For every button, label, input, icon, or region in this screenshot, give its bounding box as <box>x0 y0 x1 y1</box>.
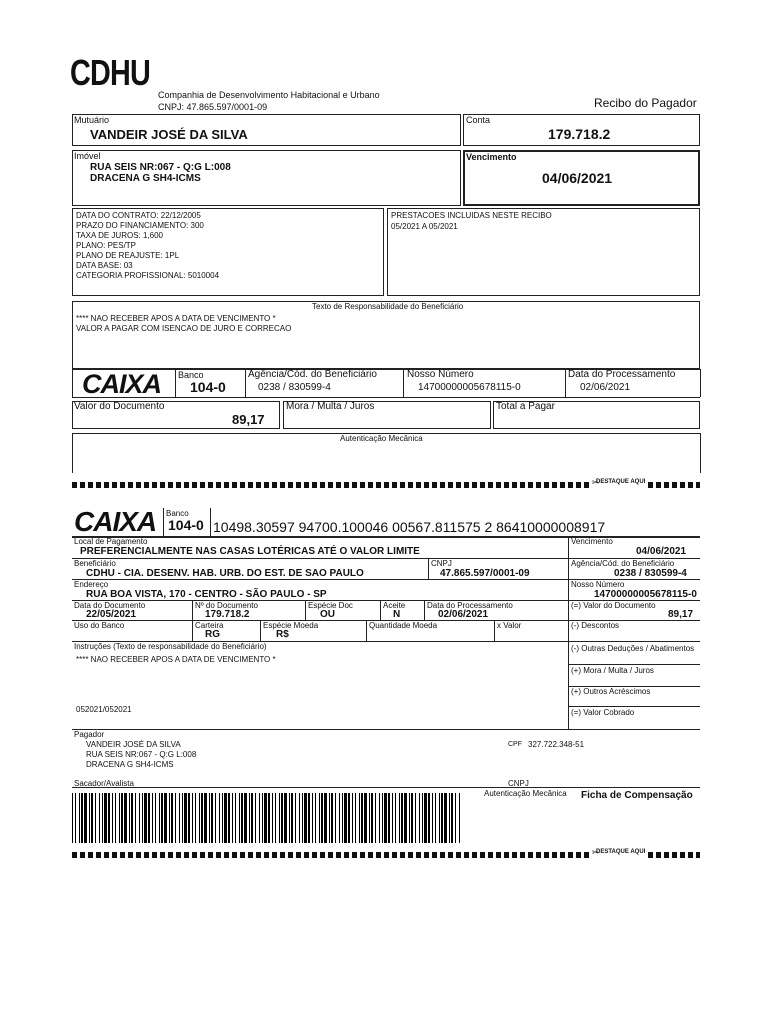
outros-acrescimos-label: (+) Outros Acréscimos <box>571 687 651 696</box>
cut-line <box>72 852 592 858</box>
barcode-bar <box>291 793 293 843</box>
barcode-bar <box>264 793 267 843</box>
bank-row-bottom-line <box>72 397 700 398</box>
caixa-logo-slip: CAIXA <box>74 506 157 537</box>
slip-processamento-label: Data do Processamento <box>427 601 513 610</box>
caixa-logo: CAIXA <box>82 369 162 399</box>
valor-doc-label: Valor do Documento <box>74 401 165 412</box>
barcode-bar <box>75 793 76 843</box>
imovel-label: Imóvel <box>74 151 101 161</box>
slip-right-col <box>568 536 569 729</box>
beneficiario-label: Beneficiário <box>74 559 116 568</box>
barcode-bar <box>104 793 107 843</box>
ficha-label: Ficha de Compensação <box>581 790 693 801</box>
barcode-bar <box>312 793 313 843</box>
barcode-bar <box>102 793 103 843</box>
barcode-bar <box>179 793 180 843</box>
barcode-bar <box>459 793 460 843</box>
cpf-value: 327.722.348-51 <box>528 740 585 749</box>
barcode <box>72 793 464 843</box>
scissors-icon: ✂ <box>592 848 599 857</box>
mutuario-label: Mutuário <box>74 115 110 125</box>
bank-divider <box>175 369 176 397</box>
quantidade-label: Quantidade Moeda <box>369 621 438 630</box>
barcode-bar <box>295 793 296 843</box>
valor-cobrado-label: (=) Valor Cobrado <box>571 708 635 717</box>
responsabilidade-line1: **** NAO RECEBER APOS A DATA DE VENCIMENTO * <box>76 314 276 323</box>
barcode-bar <box>209 793 210 843</box>
barcode-bar <box>441 793 443 843</box>
mutuario-value: VANDEIR JOSÉ DA SILVA <box>90 127 248 142</box>
slip-agencia-value: 0238 / 830599-4 <box>614 568 687 579</box>
slip-line <box>568 706 700 707</box>
barcode-bar <box>249 793 250 843</box>
barcode-bar <box>449 793 450 843</box>
processamento-value: 02/06/2021 <box>580 382 631 393</box>
barcode-bar <box>244 793 247 843</box>
contract-line: TAXA DE JUROS: 1,600 <box>76 231 163 240</box>
barcode-bar <box>361 793 363 843</box>
barcode-bar <box>388 793 390 843</box>
barcode-bar <box>139 793 140 843</box>
nosso-numero-value: 14700000005678115-0 <box>418 382 521 393</box>
barcode-bar <box>164 793 167 843</box>
slip-vencimento-label: Vencimento <box>571 537 613 546</box>
linha-digitavel: 10498.30597 94700.100046 00567.811575 2 86410000008917 <box>213 519 606 535</box>
barcode-bar <box>422 793 423 843</box>
barcode-bar <box>339 793 340 843</box>
pagador-line3: DRACENA G SH4-ICMS <box>86 760 174 769</box>
barcode-bar <box>335 793 336 843</box>
slip-processamento-value: 02/06/2021 <box>438 609 489 620</box>
row5-divider <box>260 620 261 641</box>
contract-line: DATA DO CONTRATO: 22/12/2005 <box>76 211 201 220</box>
destaque-label: DESTAQUE AQUI <box>596 479 646 485</box>
barcode-bar <box>115 793 116 843</box>
barcode-bar <box>79 793 80 843</box>
endereco-label: Endereço <box>74 580 109 589</box>
barcode-bar <box>159 793 160 843</box>
barcode-bar <box>232 793 233 843</box>
slip-line <box>568 664 700 665</box>
beneficiario-value: CDHU - CIA. DESENV. HAB. URB. DO EST. DE SAO PAULO <box>86 568 364 579</box>
barcode-bar <box>129 793 130 843</box>
barcode-bar <box>419 793 420 843</box>
sacador-label: Sacador/Avalista <box>74 779 134 788</box>
barcode-bar <box>275 793 276 843</box>
autenticacao-label: Autenticação Mecânica <box>340 434 423 443</box>
vencimento-label: Vencimento <box>466 152 517 162</box>
instrucoes-line2: 052021/052021 <box>76 705 132 714</box>
company-name: Companhia de Desenvolvimento Habitacional e Urbano <box>158 90 380 100</box>
barcode-bar <box>344 793 347 843</box>
instrucoes-label: Instruções (Texto de responsabilidade do Beneficiário) <box>74 642 267 651</box>
bank-row-right-line <box>700 369 701 397</box>
row5-divider <box>494 620 495 641</box>
barcode-bar <box>411 793 413 843</box>
barcode-bar <box>399 793 400 843</box>
slip-valor-doc-label: (=) Valor do Documento <box>571 601 656 610</box>
barcode-bar <box>199 793 200 843</box>
barcode-bar <box>169 793 170 843</box>
banco-divider-right <box>210 508 211 536</box>
banco-divider-left <box>163 508 164 536</box>
barcode-bar <box>369 793 370 843</box>
slip-agencia-label: Agência/Cód. do Beneficiário <box>571 559 675 568</box>
cnpj2-label: CNPJ <box>508 779 529 788</box>
vencimento-value: 04/06/2021 <box>542 170 613 186</box>
barcode-bar <box>192 793 193 843</box>
aceite-value: N <box>393 609 401 620</box>
pagador-line2: RUA SEIS NR:067 - Q:G L:008 <box>86 750 197 759</box>
barcode-bar <box>308 793 310 843</box>
barcode-bar <box>171 793 173 843</box>
contract-line: PLANO: PES/TP <box>76 241 137 250</box>
valor-doc-value: 89,17 <box>232 412 265 427</box>
num-doc-value: 179.718.2 <box>205 609 250 620</box>
barcode-bar <box>364 793 367 843</box>
especie-moeda-label: Espécie Moeda <box>263 621 319 630</box>
cpf-label: CPF <box>508 741 522 748</box>
processamento-label: Data do Processamento <box>568 369 676 380</box>
data-doc-label: Data do Documento <box>74 601 146 610</box>
cnpj-value: 47.865.597/0001-09 <box>440 568 530 579</box>
barcode-bar <box>95 793 96 843</box>
barcode-bar <box>424 793 427 843</box>
row5-divider <box>366 620 367 641</box>
barcode-bar <box>281 793 283 843</box>
contract-line: PLANO DE REAJUSTE: 1PL <box>76 251 180 260</box>
barcode-bar <box>375 793 376 843</box>
barcode-bar <box>319 793 320 843</box>
mora-label: Mora / Multa / Juros <box>286 401 375 412</box>
num-doc-label: Nº do Documento <box>195 601 258 610</box>
barcode-bar <box>142 793 143 843</box>
barcode-bar <box>272 793 273 843</box>
local-label: Local de Pagamento <box>74 537 148 546</box>
barcode-bar <box>219 793 220 843</box>
instrucoes-line1: **** NAO RECEBER APOS A DATA DE VENCIMENTO * <box>76 655 276 664</box>
slip-nosso-numero-value: 14700000005678115-0 <box>594 589 697 600</box>
barcode-bar <box>144 793 147 843</box>
cut-line <box>72 482 592 488</box>
barcode-bar <box>121 793 123 843</box>
barcode-bar <box>182 793 183 843</box>
barcode-bar <box>135 793 136 843</box>
barcode-bar <box>112 793 113 843</box>
barcode-bar <box>331 793 333 843</box>
slip-valor-doc-value: 89,17 <box>668 609 694 620</box>
barcode-bar <box>395 793 396 843</box>
barcode-bar <box>444 793 447 843</box>
barcode-bar <box>161 793 163 843</box>
barcode-bar <box>91 793 93 843</box>
barcode-bar <box>432 793 433 843</box>
barcode-bar <box>404 793 407 843</box>
cut-line-end <box>648 482 700 488</box>
barcode-bar <box>435 793 436 843</box>
barcode-bar <box>321 793 323 843</box>
barcode-bar <box>392 793 393 843</box>
data-doc-value: 22/05/2021 <box>86 609 137 620</box>
slip-mora-label: (+) Mora / Multa / Juros <box>571 666 654 675</box>
barcode-bar <box>284 793 287 843</box>
cut-line-end <box>648 852 700 858</box>
slip-banco-label: Banco <box>166 509 189 518</box>
barcode-bar <box>215 793 216 843</box>
carteira-label: Carteira <box>195 621 224 630</box>
barcode-bar <box>439 793 440 843</box>
uso-banco-label: Uso do Banco <box>74 621 125 630</box>
local-value: PREFERENCIALMENTE NAS CASAS LOTÉRICAS ATÉ O VALOR LIMITE <box>80 546 420 557</box>
barcode-bar <box>222 793 223 843</box>
barcode-bar <box>108 793 110 843</box>
barcode-bar <box>251 793 253 843</box>
barcode-bar <box>204 793 207 843</box>
barcode-bar <box>279 793 280 843</box>
barcode-bar <box>99 793 100 843</box>
cnpj-divider <box>428 558 429 579</box>
barcode-bar <box>455 793 456 843</box>
barcode-bar <box>379 793 380 843</box>
pagador-line1: VANDEIR JOSÉ DA SILVA <box>86 740 181 749</box>
barcode-bar <box>235 793 236 843</box>
barcode-bar <box>451 793 453 843</box>
especie-doc-value: OU <box>320 609 335 620</box>
barcode-bar <box>268 793 270 843</box>
conta-value: 179.718.2 <box>548 126 611 142</box>
barcode-bar <box>89 793 90 843</box>
destaque-label: DESTAQUE AQUI <box>596 849 646 855</box>
barcode-bar <box>324 793 327 843</box>
barcode-bar <box>409 793 410 843</box>
slip-nosso-numero-label: Nosso Número <box>571 580 625 589</box>
slip-line <box>72 729 700 730</box>
prestacoes-value: 05/2021 A 05/2021 <box>391 222 458 231</box>
barcode-bar <box>415 793 416 843</box>
barcode-bar <box>84 793 87 843</box>
barcode-bar <box>289 793 290 843</box>
barcode-bar <box>262 793 263 843</box>
barcode-bar <box>188 793 190 843</box>
contract-line: CATEGORIA PROFISSIONAL: 5010004 <box>76 271 220 280</box>
especie-doc-label: Espécie Doc <box>308 601 353 610</box>
aceite-label: Aceite <box>383 601 406 610</box>
endereco-value: RUA BOA VISTA, 170 - CENTRO - SÃO PAULO - SP <box>86 589 327 600</box>
agencia-value: 0238 / 830599-4 <box>258 382 331 393</box>
responsabilidade-label: Texto de Responsabilidade do Beneficiário <box>312 302 464 311</box>
barcode-bar <box>302 793 303 843</box>
barcode-bar <box>241 793 243 843</box>
scissors-icon: ✂ <box>592 478 599 487</box>
autenticacao-left-line <box>72 433 73 473</box>
contract-line: PRAZO DO FINANCIAMENTO: 300 <box>76 221 204 230</box>
barcode-bar <box>81 793 83 843</box>
contract-line: DATA BASE: 03 <box>76 261 133 270</box>
autenticacao-right-line <box>700 433 701 473</box>
processamento-divider <box>565 369 566 397</box>
banco-value: 104-0 <box>190 379 226 395</box>
barcode-bar <box>371 793 373 843</box>
slip-vencimento-value: 04/06/2021 <box>636 546 687 557</box>
barcode-bar <box>352 793 353 843</box>
conta-label: Conta <box>466 115 491 125</box>
slip-line <box>72 787 700 788</box>
xvalor-label: x Valor <box>497 621 522 630</box>
especie-moeda-value: R$ <box>276 629 289 640</box>
barcode-bar <box>72 793 73 843</box>
carteira-value: RG <box>205 629 220 640</box>
barcode-bar <box>255 793 256 843</box>
row4-divider <box>192 600 193 641</box>
barcode-bar <box>239 793 240 843</box>
nosso-divider <box>403 369 404 397</box>
barcode-bar <box>401 793 403 843</box>
total-label: Total a Pagar <box>496 401 555 412</box>
row4-divider <box>380 600 381 621</box>
barcode-bar <box>184 793 187 843</box>
cnpj-label: CNPJ <box>431 559 452 568</box>
barcode-bar <box>382 793 383 843</box>
responsabilidade-box <box>72 301 700 369</box>
barcode-bar <box>384 793 387 843</box>
prestacoes-label: PRESTACOES INCLUIDAS NESTE RECIBO <box>391 211 552 220</box>
barcode-bar <box>304 793 307 843</box>
barcode-bar <box>175 793 176 843</box>
contract-details <box>76 211 219 280</box>
slip-banco-value: 104-0 <box>168 517 204 533</box>
descontos-label: (-) Descontos <box>571 621 620 630</box>
responsabilidade-line2: VALOR A PAGAR COM ISENCAO DE JURO E CORRECAO <box>76 324 292 333</box>
barcode-bar <box>342 793 343 843</box>
page-title: Recibo do Pagador <box>594 96 697 110</box>
imovel-line1: RUA SEIS NR:067 - Q:G L:008 <box>90 162 231 173</box>
barcode-bar <box>131 793 133 843</box>
barcode-bar <box>428 793 430 843</box>
agencia-label: Agência/Cód. do Beneficiário <box>248 369 377 380</box>
agencia-divider <box>245 369 246 397</box>
barcode-bar <box>201 793 203 843</box>
imovel-line2: DRACENA G SH4-ICMS <box>90 173 201 184</box>
row4-divider <box>424 600 425 621</box>
barcode-bar <box>299 793 300 843</box>
barcode-bar <box>228 793 230 843</box>
barcode-bar <box>195 793 196 843</box>
barcode-bar <box>329 793 330 843</box>
company-cnpj: CNPJ: 47.865.597/0001-09 <box>158 102 268 112</box>
bank-row-left-line <box>72 369 73 397</box>
barcode-bar <box>259 793 260 843</box>
barcode-bar <box>355 793 356 843</box>
barcode-bar <box>224 793 227 843</box>
barcode-bar <box>148 793 150 843</box>
cdhu-logo: CDHU <box>70 52 150 93</box>
barcode-bar <box>152 793 153 843</box>
barcode-bar <box>155 793 156 843</box>
outras-deducoes-label: (-) Outras Deduções / Abatimentos <box>571 644 695 653</box>
nosso-numero-label: Nosso Número <box>407 369 474 380</box>
barcode-bar <box>348 793 350 843</box>
pagador-label: Pagador <box>74 730 105 739</box>
barcode-bar <box>124 793 127 843</box>
row4-divider <box>305 600 306 621</box>
barcode-bar <box>119 793 120 843</box>
banco-label: Banco <box>178 370 204 380</box>
barcode-bar <box>359 793 360 843</box>
barcode-bar <box>211 793 213 843</box>
slip-autenticacao-label: Autenticação Mecânica <box>484 789 567 798</box>
barcode-bar <box>315 793 316 843</box>
